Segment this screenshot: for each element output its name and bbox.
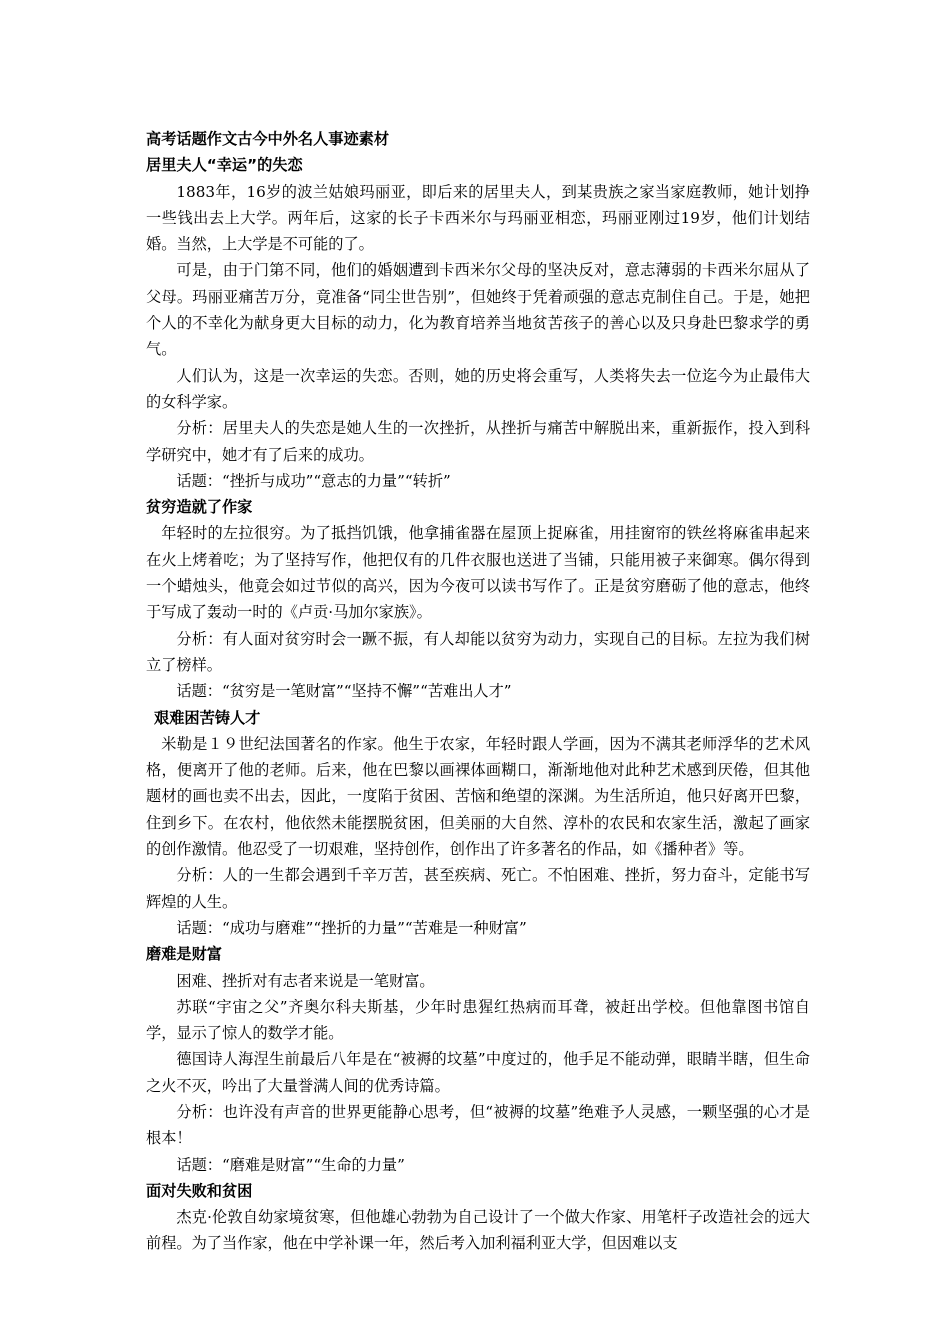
section-heading: 贫穷造就了作家 xyxy=(146,498,253,517)
paragraph: 苏联“宇宙之父”齐奥尔科夫斯基，少年时患猩红热病而耳聋，被赶出学校。但他靠图书馆自学，显示了惊人的数学才能。 xyxy=(146,997,810,1043)
paragraph: 杰克·伦敦自幼家境贫寒，但他雄心勃勃为自己设计了一个做大作家、用笔杆子改造社会的远大前程。为了当作家，他在中学补课一年，然后考入加利福利亚大学，但因难以支 xyxy=(146,1208,810,1253)
section-heading: 面对失败和贫困 xyxy=(146,1181,253,1200)
paragraph: 年轻时的左拉很穷。为了抵挡饥饿，他拿捕雀器在屋顶上捉麻雀，用挂窗帘的铁丝将麻雀串起来在火上烤着吃；为了坚持写作，他把仅有的几件衣服也送进了当铺，只能用被子来御寒。偶尔得到一个蜡烛头，他竟会如过节似的高兴，因为今夜可以读书写作了。正是贫穷磨砺了他的意志，他终于写成了轰动一时的《卢贡·马加尔家族》。 xyxy=(146,524,810,622)
topic-line: 话题：“挫折与成功”“意志的力量”“转折” xyxy=(176,471,451,490)
paragraph: 人们认为，这是一次幸运的失恋。否则，她的历史将会重写，人类将失去一位迄今为止最伟大的女科学家。 xyxy=(146,366,810,411)
paragraph: 可是，由于门第不同，他们的婚姻遭到卡西米尔父母的坚决反对，意志薄弱的卡西米尔屈从了父母。玛丽亚痛苦万分，竟准备“同尘世告别”，但她终于凭着顽强的意志克制住自己。于是，她把个人的不幸化为献身更大目标的动力，化为教育培养当地贫苦孩子的善心以及只身赴巴黎求学的勇气。 xyxy=(146,261,810,359)
analysis-paragraph: 分析：人的一生都会遇到千辛万苦，甚至疾病、死亡。不怕困难、挫折，努力奋斗，定能书写辉煌的人生。 xyxy=(146,866,810,911)
section-heading: 居里夫人“幸运”的失恋 xyxy=(146,156,303,175)
document-page xyxy=(146,126,810,1257)
paragraph: 德国诗人海涅生前最后八年是在“被褥的坟墓”中度过的，他手足不能动弹，眼睛半瞎，但生命之火不灭，吟出了大量誉满人间的优秀诗篇。 xyxy=(146,1050,810,1095)
analysis-paragraph: 分析：有人面对贫穷时会一蹶不振，有人却能以贫穷为动力，实现自己的目标。左拉为我们树立了榜样。 xyxy=(146,629,810,674)
section-heading: 艰难困苦铸人才 xyxy=(154,708,261,727)
topic-line: 话题：“磨难是财富”“生命的力量” xyxy=(176,1155,405,1174)
paragraph: 困难、挫折对有志者来说是一笔财富。 xyxy=(176,971,435,990)
paragraph: 1883年，16岁的波兰姑娘玛丽亚，即后来的居里夫人，到某贵族之家当家庭教师，她计划挣一些钱出去上大学。两年后，这家的长子卡西米尔与玛丽亚相恋，玛丽亚刚过19岁，他们计划结婚。当然，上大学是不可能的了。 xyxy=(146,182,810,254)
analysis-paragraph: 分析：居里夫人的失恋是她人生的一次挫折，从挫折与痛苦中解脱出来，重新振作，投入到科学研究中，她才有了后来的成功。 xyxy=(146,419,810,464)
document-title: 高考话题作文古今中外名人事迹素材 xyxy=(146,130,389,148)
analysis-paragraph: 分析：也许没有声音的世界更能静心思考，但“被褥的坟墓”绝难予人灵感，一颗坚强的心才是根本！ xyxy=(146,1102,810,1148)
topic-line: 话题：“贫穷是一笔财富”“坚持不懈”“苦难出人才” xyxy=(176,682,512,701)
topic-line: 话题：“成功与磨难”“挫折的力量”“苦难是一种财富” xyxy=(176,918,527,937)
paragraph: 米勒是１９世纪法国著名的作家。他生于农家，年轻时跟人学画，因为不满其老师浮华的艺术风格，便离开了他的老师。后来，他在巴黎以画裸体画糊口，渐渐地他对此种艺术感到厌倦，但其他题材的画也卖不出去，因此，一度陷于贫困、苦恼和绝望的深渊。为生活所迫，他只好离开巴黎，住到乡下。在农村，他依然未能摆脱贫困，但美丽的大自然、淳朴的农民和农家生活，激起了画家的创作激情。他忍受了一切艰难，坚持创作，创作出了许多著名的作品，如《播种者》等。 xyxy=(146,734,810,859)
section-heading: 磨难是财富 xyxy=(146,945,222,964)
